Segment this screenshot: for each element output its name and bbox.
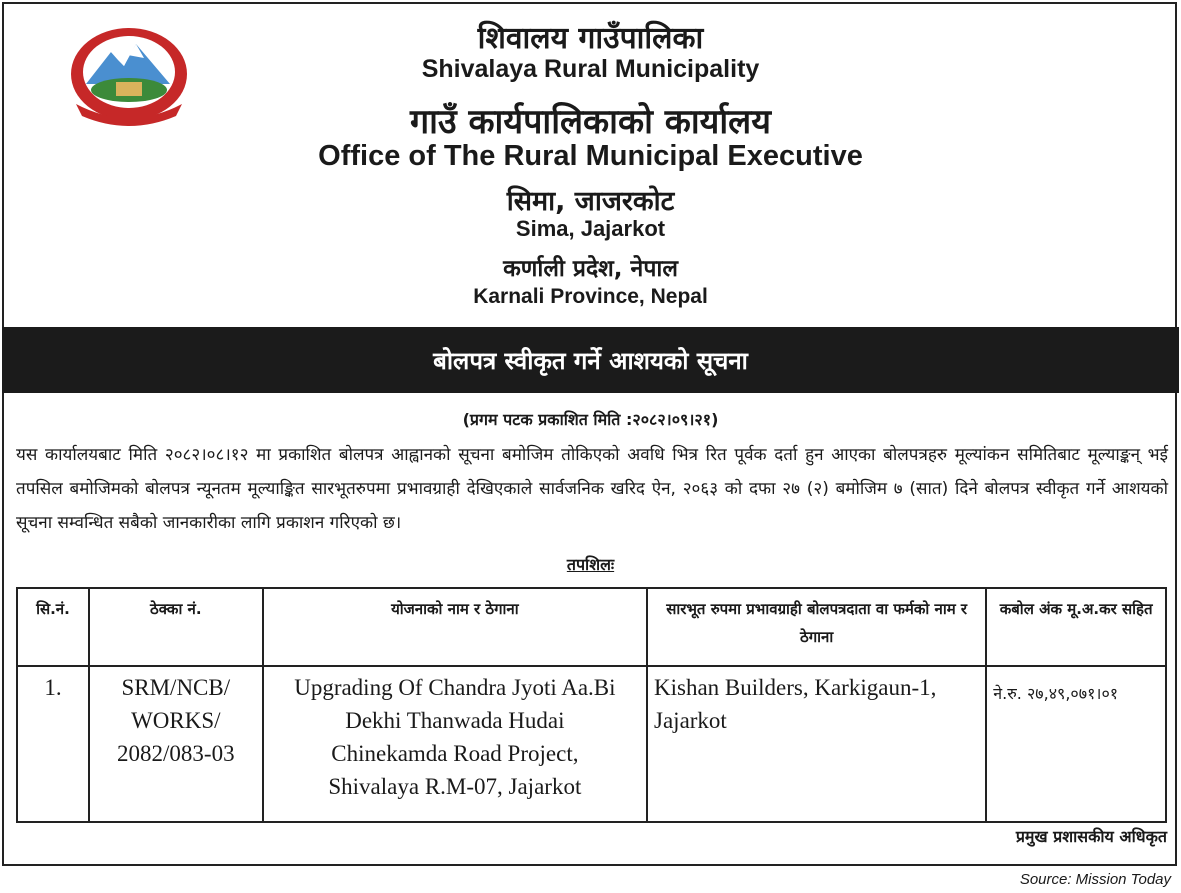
col-project: योजनाको नाम र ठेगाना: [263, 588, 647, 666]
office-name-np: गाउँ कार्यपालिकाको कार्यालय: [410, 102, 771, 142]
cell-bidder: Kishan Builders, Karkigaun-1, Jajarkot: [647, 666, 986, 822]
cell-amount: ने.रु. २७,४९,०७१।०१: [986, 666, 1166, 822]
cell-contract-no: SRM/NCB/ WORKS/ 2082/083-03: [89, 666, 263, 822]
table-header-row: [17, 588, 1166, 666]
award-table: [16, 587, 1167, 823]
notice-body: यस कार्यालयबाट मिति २०८२।०८।१२ मा प्रकाशित बोलपत्र आह्वानको सूचना बमोजिम तोकिएको अवधि भित्र रित पूर्वक दर्ता हुन आएका बोलपत्रहरु मूल्यांकन समितिबाट मूल्याङ्कन् भई तपसिल बमोजिमको बोलपत्र न्यूनतम मूल्याङ्कित सारभूतरुपमा प्रभावग्राही देखिएकाले सार्वजनिक खरिद ऐन, २०६३ को दफा २७ (२) बमोजिम ७ (सात) दिने बोलपत्र स्वीकृत गर्ने आशयको सूचना सम्वन्धित सबैको जानकारीका लागि प्रकाशन गरिएको छ।: [16, 445, 1168, 533]
cell-project: Upgrading Of Chandra Jyoti Aa.Bi Dekhi Thanwada Hudai Chinekamda Road Project, Shivalaya R.M-07, Jajarkot: [263, 666, 647, 822]
notice-title: बोलपत्र स्वीकृत गर्ने आशयको सूचना: [2, 327, 1179, 393]
cell-sn: 1.: [17, 666, 89, 822]
office-name-en: Office of The Rural Municipal Executive: [318, 140, 863, 172]
details-label: तपशिलः: [566, 555, 615, 574]
col-bidder: सारभूत रुपमा प्रभावग्राही बोलपत्रदाता वा फर्मको नाम र ठेगाना: [647, 588, 986, 666]
org-name-np: शिवालय गाउँपालिका: [477, 21, 704, 56]
place-en: Sima, Jajarkot: [515, 216, 666, 241]
org-name-en: Shivalaya Rural Municipality: [421, 55, 760, 83]
col-contract-no: ठेक्का नं.: [89, 588, 263, 666]
col-sn: सि.नं.: [17, 588, 89, 666]
table-row: [17, 666, 1166, 822]
signatory: प्रमुख प्रशासकीय अधिकृत: [1015, 827, 1167, 846]
place-np: सिमा, जाजरकोट: [506, 186, 675, 217]
col-amount: कबोल अंक मू.अ.कर सहित: [986, 588, 1166, 666]
source-credit: Source: Mission Today: [1019, 871, 1171, 888]
province-np: कर्णाली प्रदेश, नेपाल: [503, 256, 678, 282]
publish-date: (प्रगम पटक प्रकाशित मिति :२०८२।०९।२१): [462, 410, 719, 429]
province-en: Karnali Province, Nepal: [473, 285, 708, 308]
